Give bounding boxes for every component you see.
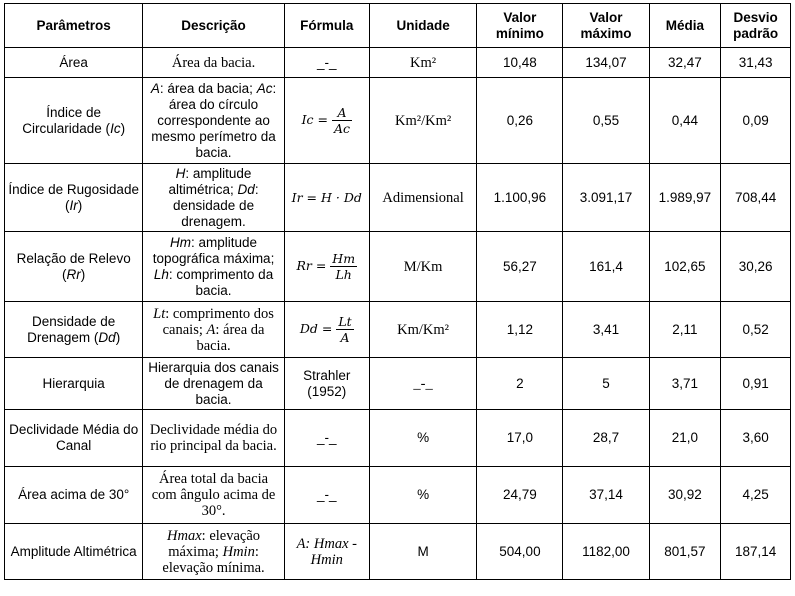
desc-symbol: Lt	[153, 305, 166, 322]
formula-numerator: Lt	[338, 314, 352, 329]
cell-desvio: 187,14	[721, 524, 791, 580]
formula-numerator: A	[332, 105, 352, 121]
formula-fraction	[330, 251, 357, 282]
cell-formula	[284, 232, 369, 302]
cell-media: 30,92	[649, 467, 721, 524]
cell-unidade: M/Km	[369, 232, 477, 302]
cell-media: 3,71	[649, 358, 721, 410]
param-text: Densidade de Drenagem (	[27, 313, 116, 345]
cell-minimo: 1.100,96	[477, 164, 563, 232]
desc-text: : área da bacia.	[196, 321, 265, 354]
cell-descricao	[143, 78, 284, 164]
cell-parametro: Amplitude Altimétrica	[5, 524, 143, 580]
desc-text: : densidade de drenagem.	[173, 181, 259, 229]
cell-formula	[284, 78, 369, 164]
cell-descricao: Hierarquia dos canais de drenagem da bacia.	[143, 358, 284, 410]
desc-symbol: Hmin	[222, 543, 255, 560]
cell-formula	[284, 302, 369, 358]
cell-formula: Strahler (1952)	[284, 358, 369, 410]
formula-denominator: A	[340, 330, 350, 345]
cell-formula: _-_	[284, 467, 369, 524]
desc-text: : elevação mínima.	[162, 543, 265, 576]
cell-maximo: 1182,00	[563, 524, 649, 580]
cell-parametro	[5, 302, 143, 358]
header-unidade: Unidade	[369, 4, 477, 48]
cell-maximo: 161,4	[563, 232, 649, 302]
desc-symbol: H	[175, 165, 186, 181]
cell-desvio: 3,60	[721, 410, 791, 467]
desc-text: : comprimento da bacia.	[168, 266, 274, 298]
table-row	[5, 524, 791, 580]
cell-media: 102,65	[649, 232, 721, 302]
formula-numerator: Hm	[332, 251, 356, 266]
header-formula: Fórmula	[284, 4, 369, 48]
cell-minimo: 17,0	[477, 410, 563, 467]
header-descricao: Descrição	[143, 4, 284, 48]
desc-text: : elevação máxima;	[168, 527, 261, 560]
table-row	[5, 302, 791, 358]
formula-fraction	[336, 314, 353, 345]
formula-denominator: Lh	[335, 267, 352, 282]
cell-media: 2,11	[649, 302, 721, 358]
cell-desvio: 0,09	[721, 78, 791, 164]
cell-minimo: 504,00	[477, 524, 563, 580]
cell-minimo: 10,48	[477, 48, 563, 78]
cell-desvio: 4,25	[721, 467, 791, 524]
formula-denominator: Ac	[333, 121, 350, 136]
cell-unidade: M	[369, 524, 477, 580]
cell-parametro: Área acima de 30°	[5, 467, 143, 524]
cell-minimo: 1,12	[477, 302, 563, 358]
param-text-end: )	[115, 329, 121, 345]
cell-parametro: Declividade Média do Canal	[5, 410, 143, 467]
cell-desvio: 31,43	[721, 48, 791, 78]
cell-maximo: 3,41	[563, 302, 649, 358]
cell-parametro	[5, 78, 143, 164]
formula-fraction	[332, 105, 352, 136]
cell-formula: Ir = H · Dd	[284, 164, 369, 232]
header-valor-minimo: Valor mínimo	[477, 4, 563, 48]
formula-lhs: Dd =	[299, 321, 333, 336]
cell-maximo: 0,55	[563, 78, 649, 164]
cell-formula: A: Hmax - Hmin	[284, 524, 369, 580]
cell-desvio: 30,26	[721, 232, 791, 302]
cell-descricao	[143, 302, 284, 358]
param-text-end: )	[77, 197, 83, 213]
header-parametros: Parâmetros	[5, 4, 143, 48]
cell-maximo: 28,7	[563, 410, 649, 467]
desc-symbol: Dd	[237, 181, 255, 197]
cell-descricao	[143, 164, 284, 232]
table-row	[5, 358, 791, 410]
desc-symbol: A	[206, 321, 216, 338]
cell-minimo: 2	[477, 358, 563, 410]
cell-maximo: 134,07	[563, 48, 649, 78]
cell-parametro: Área	[5, 48, 143, 78]
desc-symbol: A	[150, 80, 160, 96]
param-symbol: Dd	[98, 329, 116, 345]
cell-unidade: %	[369, 467, 477, 524]
table-row	[5, 78, 791, 164]
cell-media: 0,44	[649, 78, 721, 164]
desc-text: : amplitude topográfica máxima;	[152, 234, 275, 266]
table-row	[5, 467, 791, 524]
desc-symbol: Lh	[153, 266, 169, 282]
cell-descricao: Declividade média do rio principal da bacia.	[143, 410, 284, 467]
desc-symbol: Ac	[256, 80, 273, 96]
cell-descricao	[143, 232, 284, 302]
cell-descricao	[143, 524, 284, 580]
desc-symbol: Hmax	[167, 527, 202, 544]
parameters-table	[4, 3, 791, 580]
cell-descricao: Área total da bacia com ângulo acima de 30°.	[143, 467, 284, 524]
param-text: Índice de Circularidade (	[22, 104, 111, 136]
formula-lhs: Ic =	[301, 112, 328, 127]
cell-maximo: 5	[563, 358, 649, 410]
formula-lhs: Rr =	[296, 258, 327, 273]
header-row	[5, 4, 791, 48]
header-valor-maximo: Valor máximo	[563, 4, 649, 48]
cell-unidade: Adimensional	[369, 164, 477, 232]
cell-descricao: Área da bacia.	[143, 48, 284, 78]
desc-text: : área do círculo correspondente ao mesmo perímetro da bacia.	[151, 80, 277, 160]
cell-desvio: 708,44	[721, 164, 791, 232]
desc-symbol: Hm	[170, 234, 192, 250]
table-row	[5, 232, 791, 302]
cell-media: 801,57	[649, 524, 721, 580]
table-row	[5, 410, 791, 467]
cell-maximo: 3.091,17	[563, 164, 649, 232]
header-desvio-padrao: Desvio padrão	[721, 4, 791, 48]
cell-unidade: Km/Km²	[369, 302, 477, 358]
cell-parametro	[5, 232, 143, 302]
table-row	[5, 164, 791, 232]
cell-minimo: 0,26	[477, 78, 563, 164]
cell-media: 1.989,97	[649, 164, 721, 232]
cell-unidade: Km²/Km²	[369, 78, 477, 164]
param-text: Relação de Relevo (	[16, 250, 131, 282]
cell-desvio: 0,52	[721, 302, 791, 358]
cell-unidade: %	[369, 410, 477, 467]
param-text-end: )	[120, 120, 126, 136]
param-symbol: Ic	[110, 120, 121, 136]
desc-text: : amplitude altimétrica;	[168, 165, 252, 197]
param-text: Índice de Rugosidade (	[8, 181, 139, 213]
cell-desvio: 0,91	[721, 358, 791, 410]
table-row	[5, 48, 791, 78]
cell-parametro: Hierarquia	[5, 358, 143, 410]
desc-text: : comprimento dos canais;	[162, 305, 274, 338]
cell-unidade: _-_	[369, 358, 477, 410]
desc-text: : área da bacia;	[159, 80, 253, 96]
param-text-end: )	[80, 266, 86, 282]
cell-media: 32,47	[649, 48, 721, 78]
cell-minimo: 24,79	[477, 467, 563, 524]
param-symbol: Ir	[69, 197, 78, 213]
cell-unidade: Km²	[369, 48, 477, 78]
cell-maximo: 37,14	[563, 467, 649, 524]
header-media: Média	[649, 4, 721, 48]
cell-formula: _-_	[284, 410, 369, 467]
param-symbol: Rr	[66, 266, 81, 282]
cell-parametro	[5, 164, 143, 232]
cell-minimo: 56,27	[477, 232, 563, 302]
cell-media: 21,0	[649, 410, 721, 467]
cell-formula: _-_	[284, 48, 369, 78]
